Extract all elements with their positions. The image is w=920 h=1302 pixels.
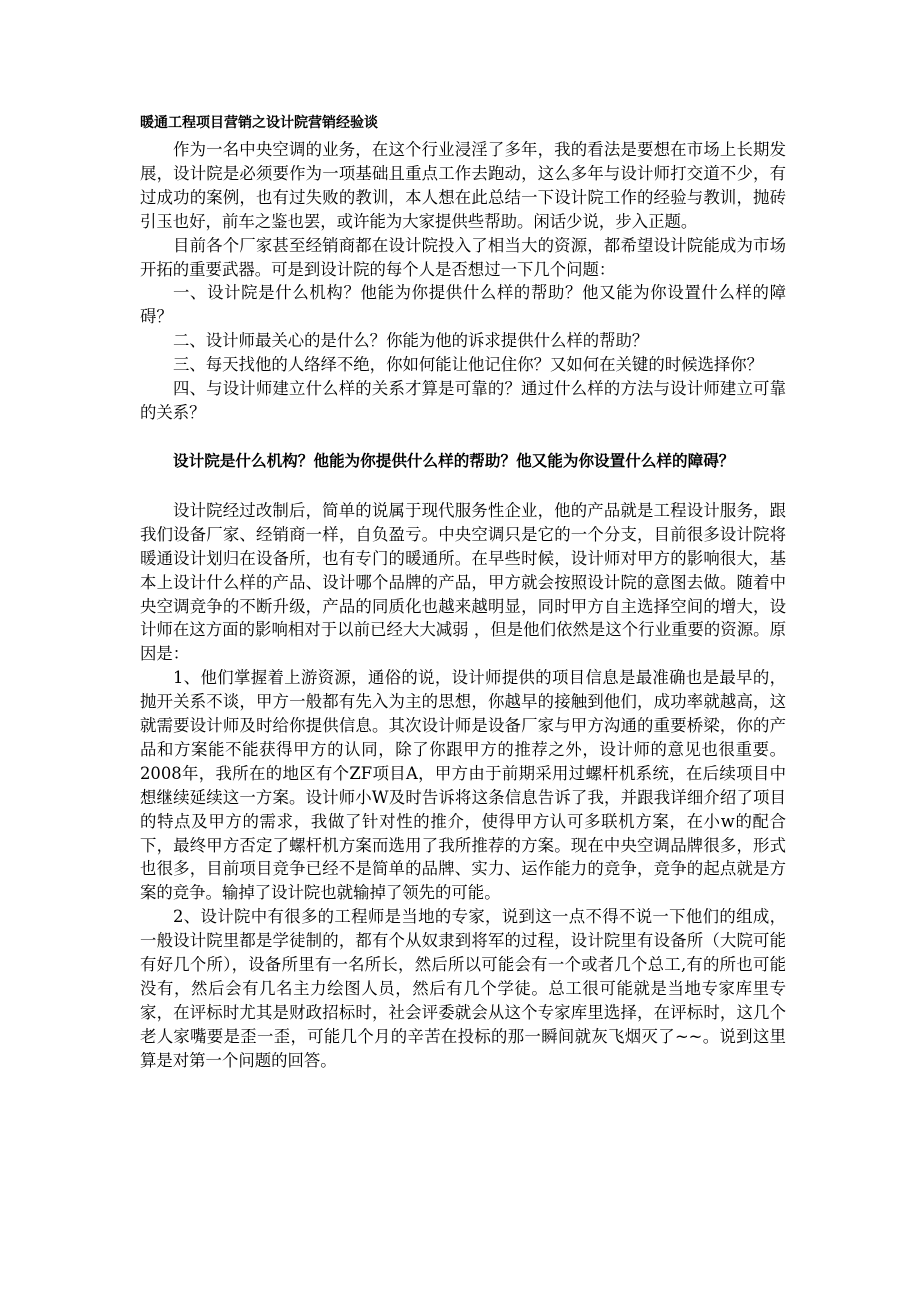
body-paragraph-point-2: 2、设计院中有很多的工程师是当地的专家，说到这一点不得不说一下他们的组成，一般设计院里都是学徒制的，都有个从奴隶到将军的过程，设计院里有设备所（大院可能有好几个所），设备所里有一名所长，然后所以可能会有一个或者几个总工,有的所也可能没有，然后会有几名主力绘图人员，然后有几个学徒。总工很可能就是当地专家库里专家，在评标时尤其是财政招标时，社会评委就会从这个专家库里选择，在评标时，这几个老人家嘴要是歪一歪，可能几个月的辛苦在投标的那一瞬间就灰飞烟灭了~~。说到这里算是对第一个问题的回答。 <box>140 907 786 1070</box>
question-one: 一、设计院是什么机构？他能为你提供什么样的帮助？他又能为你设置什么样的障碍？ <box>140 283 786 327</box>
question-four: 四、与设计师建立什么样的关系才算是可靠的？通过什么样的方法与设计师建立可靠的关系？ <box>140 379 786 422</box>
body-paragraph-point-1: 1、他们掌握着上游资源，通俗的说，设计师提供的项目信息是最准确也是最早的，抛开关系不谈，甲方一般都有先入为主的思想，你越早的接触到他们，成功率就越高，这就需要设计师及时给你提供信息。其次设计师是设备厂家与甲方沟通的重要桥梁，你的产品和方案能不能获得甲方的认同，除了你跟甲方的推荐之外，设计师的意见也很重要。2008年，我所在的地区有个ZF项目A，甲方由于前期采用过螺杆机系统，在后续项目中想继续延续这一方案。设计师小W及时告诉将这条信息告诉了我，并跟我详细介绍了项目的特点及甲方的需求，我做了针对性的推介，使得甲方认可多联机方案，在小w的配合下，最终甲方否定了螺杆机方案而选用了我所推荐的方案。现在中央空调品牌很多，形式也很多，目前项目竞争已经不是简单的品牌、实力、运作能力的竞争，竞争的起点就是方案的竞争。输掉了设计院也就输掉了领先的可能。 <box>140 668 786 903</box>
intro-paragraph: 目前各个厂家甚至经销商都在设计院投入了相当大的资源，都希望设计院能成为市场开拓的重要武器。可是到设计院的每个人是否想过一下几个问题： <box>140 235 786 279</box>
document-page <box>140 114 786 1073</box>
document-title: 暖通工程项目营销之设计院营销经验谈 <box>140 115 378 131</box>
section-heading: 设计院是什么机构？他能为你提供什么样的帮助？他又能为你设置什么样的障碍？ <box>173 451 735 470</box>
body-paragraph: 设计院经过改制后，简单的说属于现代服务性企业，他的产品就是工程设计服务，跟我们设备厂家、经销商一样，自负盈亏。中央空调只是它的一个分支，目前很多设计院将暖通设计划归在设备所，也有专门的暖通所。在早些时候，设计师对甲方的影响很大，基本上设计什么样的产品、设计哪个品牌的产品，甲方就会按照设计院的意图去做。随着中央空调竞争的不断升级，产品的同质化也越来越明显，同时甲方自主选择空间的增大，设计师在这方面的影响相对于以前已经大大减弱 ，但是他们依然是这个行业重要的资源。原因是： <box>140 500 786 664</box>
question-three: 三、每天找他的人络绎不绝，你如何能让他记住你？又如何在关键的时候选择你？ <box>173 355 764 375</box>
question-two: 二、设计师最关心的是什么？你能为他的诉求提供什么样的帮助？ <box>173 331 649 351</box>
intro-paragraph: 作为一名中央空调的业务，在这个行业浸淫了多年，我的看法是要想在市场上长期发展，设计院是必须要作为一项基础且重点工作去跑动，这么多年与设计师打交道不少，有过成功的案例，也有过失败的教训，本人想在此总结一下设计院工作的经验与教训，抛砖引玉也好，前车之鉴也罢，或许能为大家提供些帮助。闲话少说，步入正题。 <box>140 140 786 231</box>
